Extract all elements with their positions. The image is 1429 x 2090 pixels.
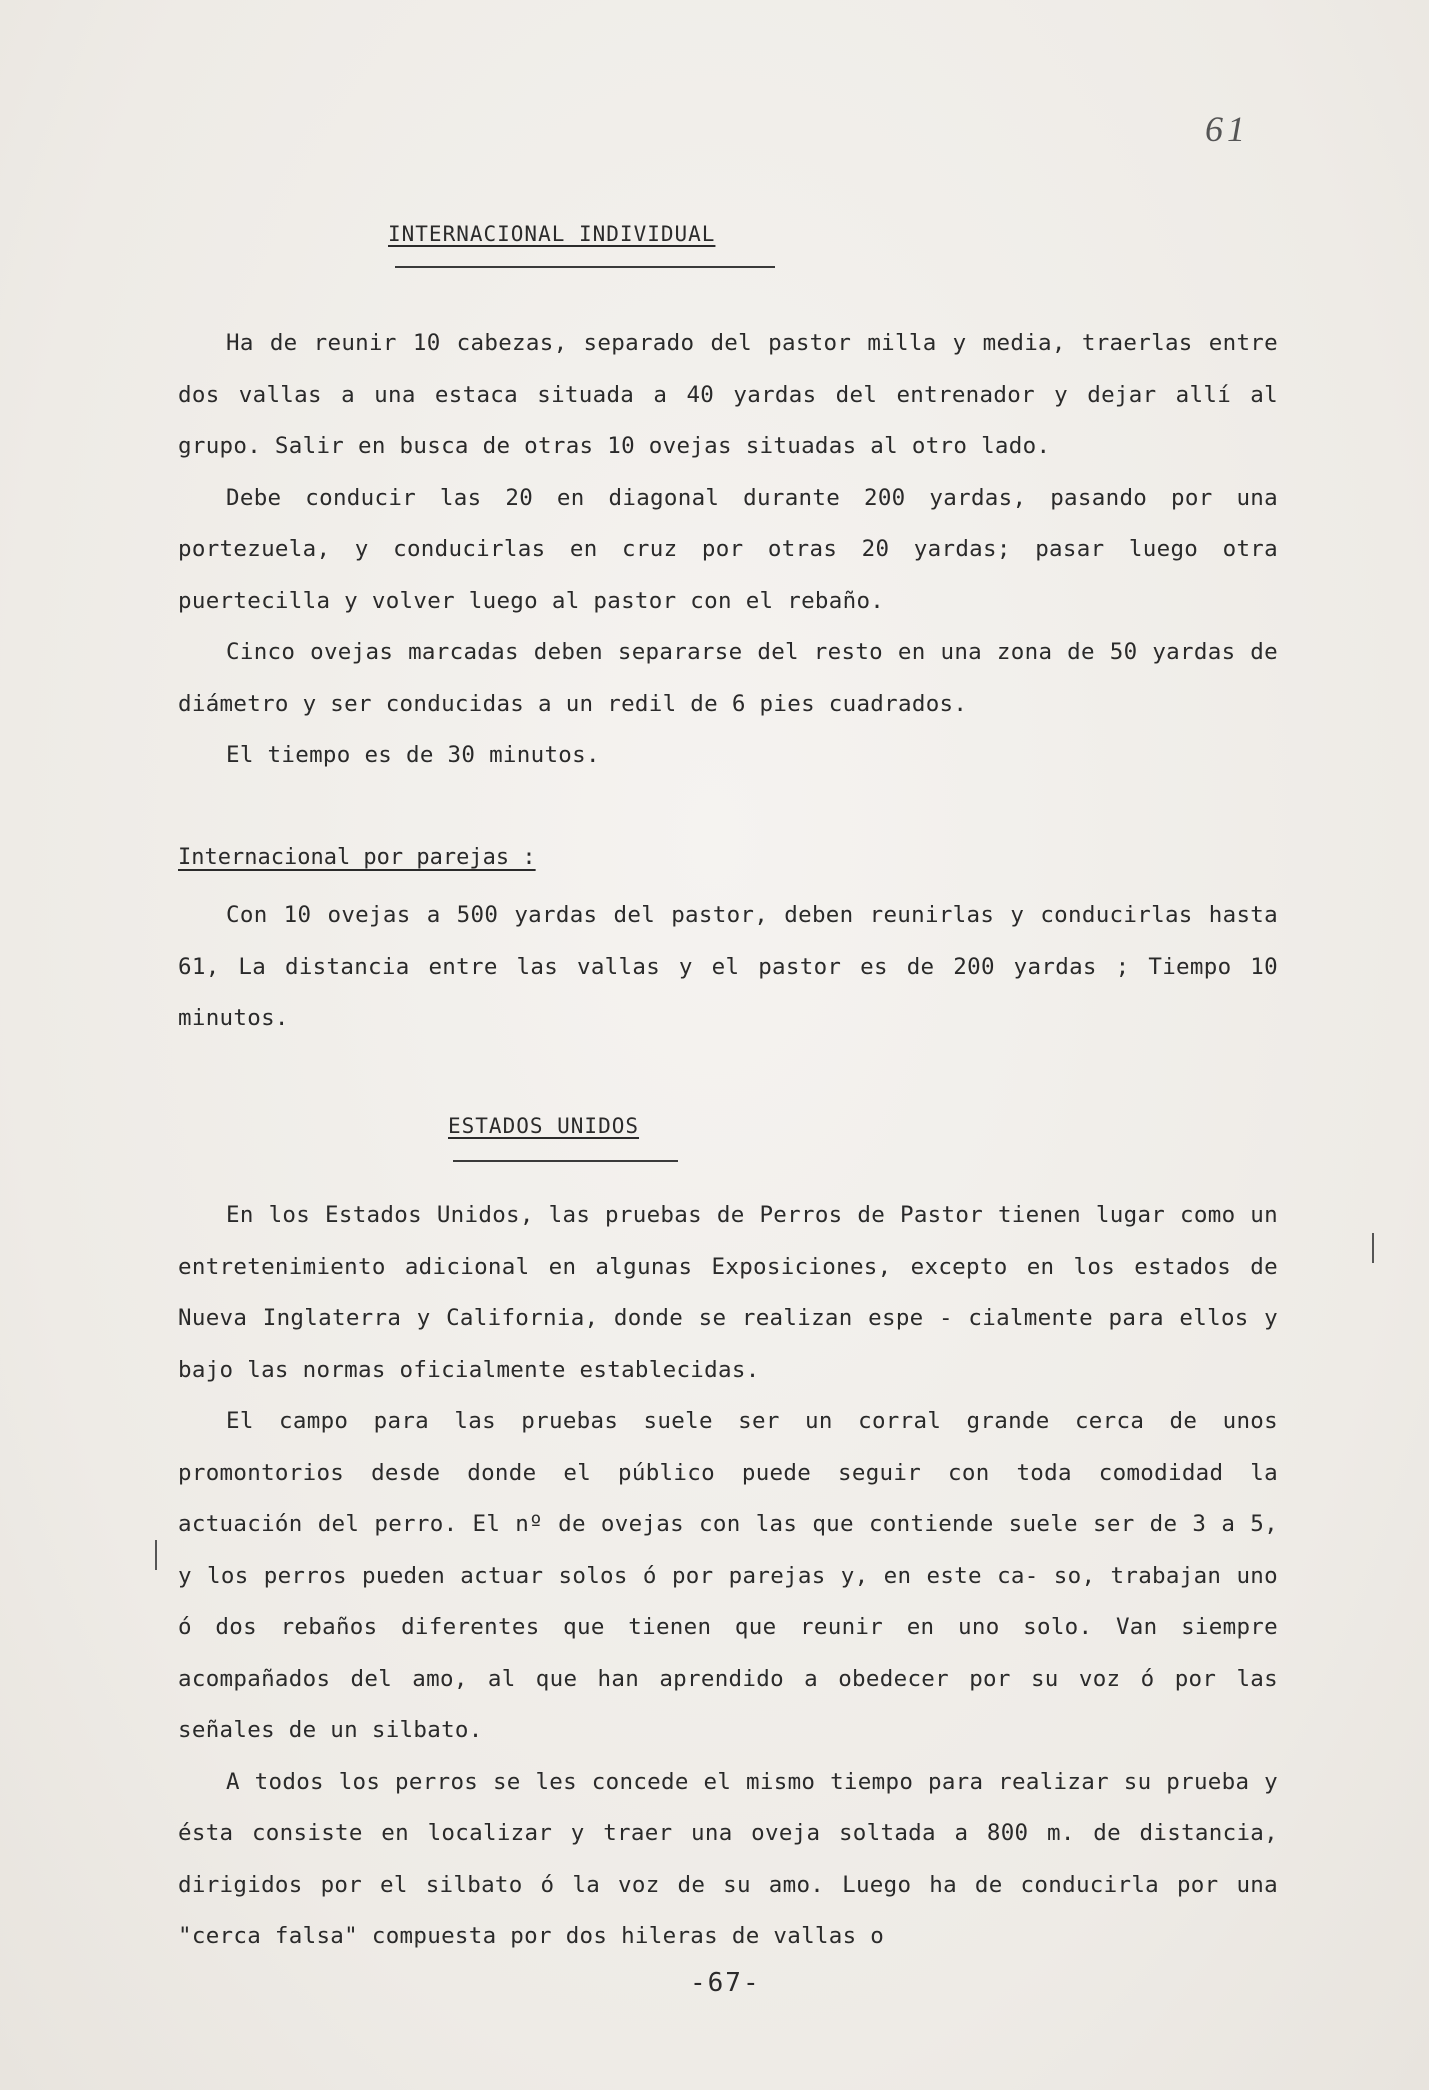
paragraph: A todos los perros se les concede el mismo tiempo para realizar su prueba y ésta consiste en localizar y traer una oveja soltada a 800 m. de distancia, dirigidos por el silbato ó la voz de su amo. Luego ha de conducirla por una "cerca falsa" compuesta por dos hileras de vallas o	[178, 1768, 1278, 1949]
paragraph: Debe conducir las 20 en diagonal durante 200 yardas, pasando por una portezuela, y conducirlas en cruz por otras 20 yardas; pasar luego otra puertecilla y volver luego al pastor con el rebaño.	[178, 484, 1278, 614]
paragraph: El tiempo es de 30 minutos.	[226, 742, 600, 768]
section-individual-body	[178, 318, 1278, 782]
paragraph: Ha de reunir 10 cabezas, separado del pastor milla y media, traerlas entre dos vallas a una estaca situada a 40 yardas del entrenador y dejar allí al grupo. Salir en busca de otras 10 ovejas situadas al otro lado.	[178, 330, 1278, 459]
margin-mark	[1372, 1233, 1374, 1263]
page-footer-number: -67-	[690, 1968, 761, 1998]
bleed-through-text	[150, 180, 1280, 220]
section-parejas-body	[178, 890, 1278, 1045]
section-estados-unidos-body	[178, 1190, 1278, 1963]
section-title-internacional-individual: INTERNACIONAL INDIVIDUAL	[388, 222, 716, 246]
handwritten-page-number: 61	[1205, 109, 1249, 149]
paragraph: En los Estados Unidos, las pruebas de Perros de Pastor tienen lugar como un entretenimiento adicional en algunas Exposiciones, excepto en los estados de Nueva Inglaterra y California, donde se realizan espe - cialmente para ellos y bajo las normas oficialmente establecidas.	[178, 1202, 1278, 1383]
paragraph: El campo para las pruebas suele ser un corral grande cerca de unos promontorios desde donde el público puede seguir con toda comodidad la actuación del perro. El nº de ovejas con las que contiende suele ser de 3 a 5, y los perros pueden actuar solos ó por parejas y, en este ca- so, trabajan uno ó dos rebaños diferentes que tienen que reunir en uno solo. Van siempre acompañados del amo, al que han aprendido a obedecer por su voz ó por las señales de un silbato.	[178, 1408, 1278, 1743]
section-title-parejas: Internacional por parejas :	[178, 845, 536, 870]
title-rule	[395, 266, 775, 268]
title-rule	[453, 1160, 678, 1162]
paragraph: Cinco ovejas marcadas deben separarse del resto en una zona de 50 yardas de diámetro y ser conducidas a un redil de 6 pies cuadrados.	[178, 639, 1278, 717]
paragraph: Con 10 ovejas a 500 yardas del pastor, deben reunirlas y conducirlas hasta 61, La distancia entre las vallas y el pastor es de 200 yardas ; Tiempo 10 minutos.	[178, 902, 1278, 1031]
section-title-estados-unidos: ESTADOS UNIDOS	[448, 1114, 640, 1138]
margin-mark	[155, 1540, 157, 1570]
